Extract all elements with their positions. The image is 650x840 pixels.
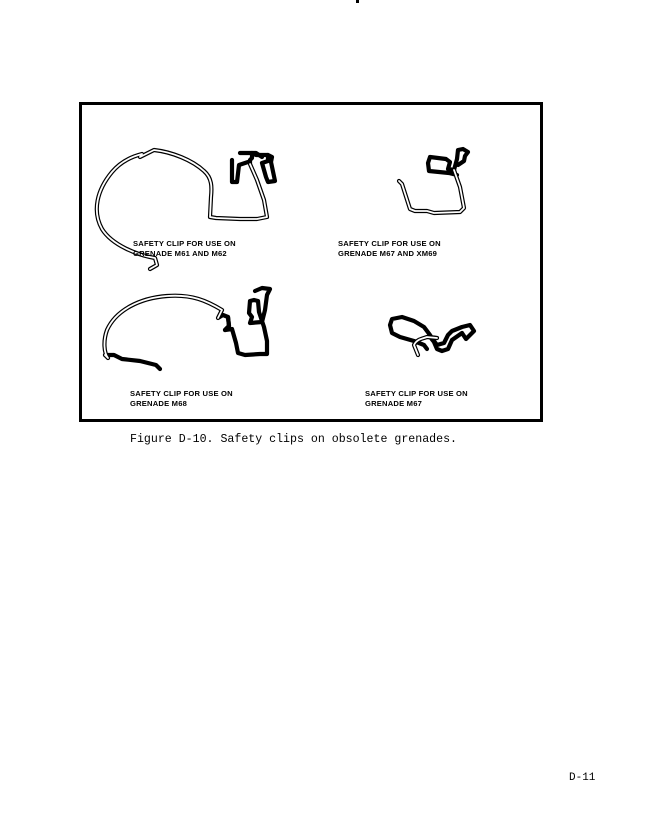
safety-clip-m67-illustration [82, 105, 540, 419]
figure-caption: Figure D-10. Safety clips on obsolete grenades. [130, 433, 457, 446]
clip-label-line2: GRENADE M68 [130, 399, 188, 408]
clip-label-line1: SAFETY CLIP FOR USE ON [365, 389, 468, 398]
clip-label-line1: SAFETY CLIP FOR USE ON [130, 389, 233, 398]
scan-mark [356, 0, 359, 3]
clip-label-line1: SAFETY CLIP FOR USE ON [338, 239, 441, 248]
clip-label-m67 [365, 389, 468, 409]
figure-frame [79, 102, 543, 422]
clip-label-line2: GRENADE M61 AND M62 [133, 249, 227, 258]
page-number: D-11 [569, 772, 596, 784]
clip-label-line2: GRENADE M67 AND XM69 [338, 249, 438, 258]
clip-label-line1: SAFETY CLIP FOR USE ON [133, 239, 236, 248]
clip-label-line2: GRENADE M67 [365, 399, 423, 408]
